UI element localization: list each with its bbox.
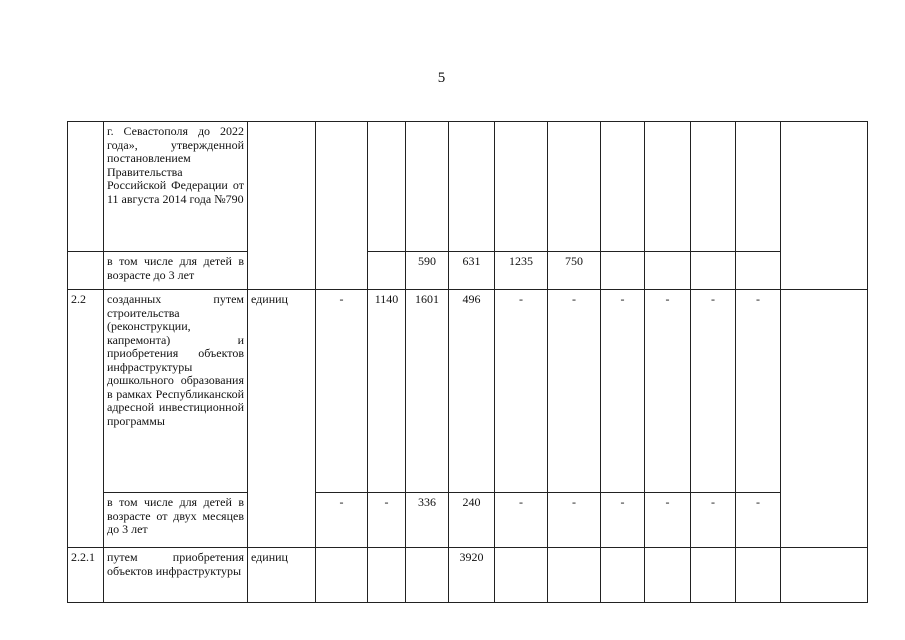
table-row [68,493,868,548]
value-cell [645,548,691,603]
unit-cell [248,122,316,252]
row-number-cell: 2.2.1 [68,548,104,603]
value-cell: 631 [449,252,495,290]
value-cell [368,548,406,603]
value-cell: 3920 [449,548,495,603]
value-cell: - [645,493,691,548]
description-cell: созданных путем строительства (реконструкции, капремонта) и приобретения объектов инфраструктуры дошкольного образования в рамках Республиканской адресной инвестиционной программы [104,290,248,493]
value-cell [316,122,368,290]
value-cell [601,122,645,252]
value-cell [736,252,781,290]
value-cell: - [601,290,645,493]
value-cell [406,548,449,603]
value-cell [736,122,781,252]
value-cell: 750 [548,252,601,290]
unit-cell [248,252,316,290]
value-cell: 590 [406,252,449,290]
table-row [68,290,868,493]
value-cell: - [736,290,781,493]
value-cell [495,548,548,603]
page-number: 5 [437,70,446,86]
value-cell [691,252,736,290]
description-cell: в том числе для детей в возрасте от двух месяцев до 3 лет [104,493,248,548]
unit-cell: единиц [248,290,316,548]
value-cell: 240 [449,493,495,548]
value-cell: - [548,493,601,548]
value-cell: - [548,290,601,493]
value-cell [645,122,691,252]
value-cell: - [601,493,645,548]
value-cell [368,252,406,290]
value-cell: 1140 [368,290,406,493]
value-cell: 1235 [495,252,548,290]
value-cell: - [691,290,736,493]
value-cell: - [645,290,691,493]
value-cell [691,548,736,603]
value-cell: - [316,493,368,548]
row-number-cell [68,252,104,290]
program-indicators-table [67,121,868,603]
description-cell: г. Севастополя до 2022 года», утвержденной постановлением Правительства Российской Федерации от 11 августа 2014 года №790 [104,122,248,252]
value-cell [736,548,781,603]
value-cell: 336 [406,493,449,548]
value-cell: - [368,493,406,548]
table-row [68,548,868,603]
row-number-cell [68,122,104,252]
value-cell: 1601 [406,290,449,493]
value-cell [781,122,868,290]
value-cell [406,122,449,252]
description-cell: путем приобретения объектов инфраструктуры [104,548,248,603]
value-cell: - [691,493,736,548]
value-cell: - [495,290,548,493]
value-cell [691,122,736,252]
value-cell [601,252,645,290]
value-cell: 496 [449,290,495,493]
value-cell: - [495,493,548,548]
value-cell: - [316,290,368,493]
value-cell [368,122,406,252]
value-cell [316,548,368,603]
row-number-cell: 2.2 [68,290,104,548]
value-cell [548,548,601,603]
table-row [68,122,868,252]
table-row [68,252,868,290]
value-cell [449,122,495,252]
value-cell [601,548,645,603]
value-cell [495,122,548,252]
unit-cell: единиц [248,548,316,603]
value-cell [548,122,601,252]
value-cell [781,290,868,548]
value-cell: - [736,493,781,548]
value-cell [645,252,691,290]
value-cell [781,548,868,603]
description-cell: в том числе для детей в возрасте до 3 лет [104,252,248,290]
